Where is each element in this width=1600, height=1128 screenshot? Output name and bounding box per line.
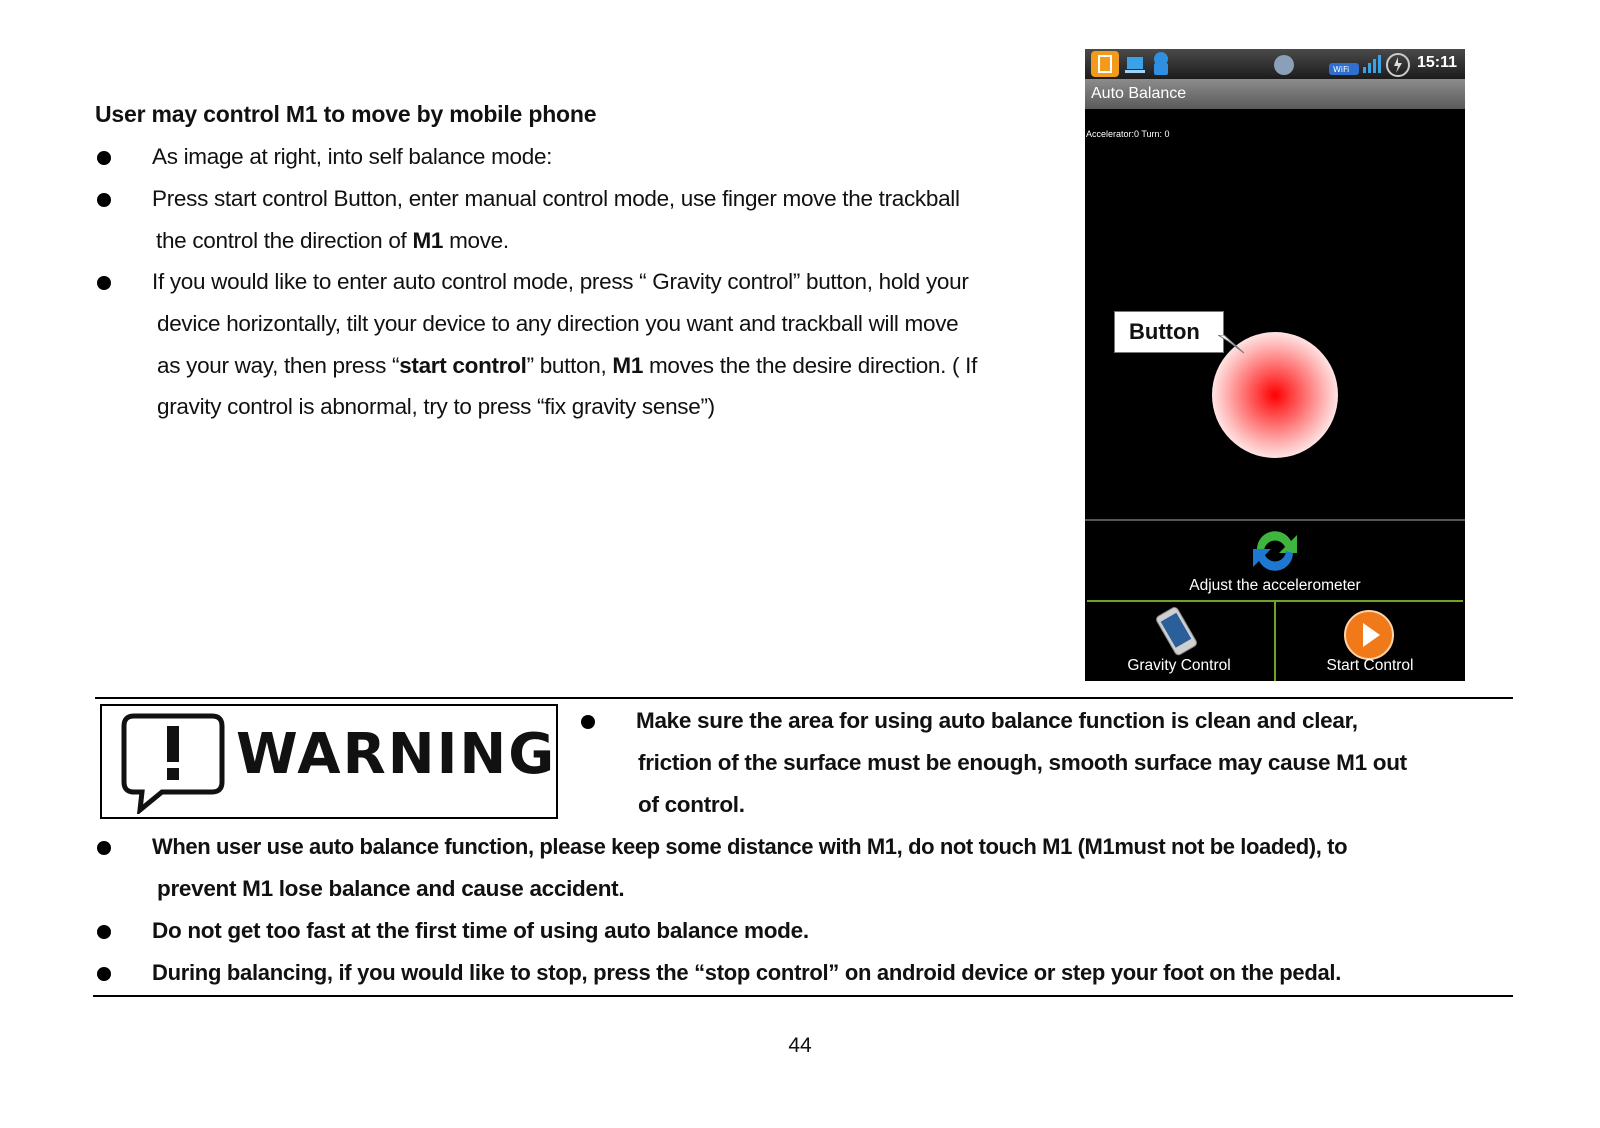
intro-bullet-1: As image at right, into self balance mode: [152,144,553,169]
warning-2-line-2: prevent M1 lose balance and cause accident. [157,876,625,901]
warning-top-rule [95,697,1513,699]
adjust-accelerometer-button[interactable]: Adjust the accelerometer [1189,577,1361,594]
warning-1-line-3: of control. [638,792,745,817]
warning-3: Do not get too fast at the first time of using auto balance mode. [152,918,809,943]
intro-bullet-2-line-1: Press start control Button, enter manual control mode, use finger move the trackball [152,186,960,211]
warning-speech-bubble-icon [118,712,228,814]
app-title: Auto Balance [1085,79,1465,109]
play-icon[interactable] [1344,610,1394,660]
bullet [97,925,111,939]
bullet [97,151,111,165]
warning-bottom-rule [93,995,1513,997]
page-number: 44 [788,1034,812,1057]
bluetooth-icon [1271,54,1297,76]
warning-1-line-1: Make sure the area for using auto balance function is clean and clear, [636,708,1358,733]
status-clock: 15:11 [1416,54,1457,71]
accelerator-readout: Accelerator:0 Turn: 0 [1086,129,1170,139]
status-bar [1085,49,1465,79]
intro-bullet-3-line-2: device horizontally, tilt your device to any direction you want and trackball will move [157,311,959,336]
wifi-icon [1329,57,1363,75]
bullet [97,967,111,981]
callout-pointer [1218,335,1248,359]
warning-1-line-2: friction of the surface must be enough, smooth surface may cause M1 out [638,750,1407,775]
intro-bullet-2-line-2: the control the direction of M1 move. [156,228,509,253]
battery-charging-icon [1385,52,1411,78]
warning-4: During balancing, if you would like to stop, press the “stop control” on android device or step your foot on the pedal. [152,960,1342,985]
start-control-button[interactable]: Start Control [1326,657,1414,674]
bullet [97,841,111,855]
bullet [97,193,111,207]
usb-notification-icon [1125,54,1145,74]
svg-text:WiFi: WiFi [1333,65,1350,74]
warning-2-line-1: When user use auto balance function, please keep some distance with M1, do not touch M1 (M1must not be loaded), to [152,834,1348,859]
intro-bullet-3-line-1: If you would like to enter auto control mode, press “ Gravity control” button, hold your [152,269,969,294]
gravity-control-button[interactable]: Gravity Control [1127,657,1231,674]
phone-screenshot [1085,49,1465,681]
button-callout: Button [1114,311,1224,353]
intro-bullet-3-line-3: as your way, then press “start control” button, M1 moves the the desire direction. ( If [157,353,978,378]
signal-icon [1361,53,1383,75]
warning-label: WARNING [236,722,557,787]
warning-box [100,704,558,819]
app-notification-icon [1091,51,1119,77]
refresh-icon[interactable] [1247,527,1303,575]
panel-divider [1085,519,1465,521]
phone-icon[interactable] [1149,607,1205,657]
bullet [97,276,111,290]
section-heading: User may control M1 to move by mobile phone [95,101,597,127]
android-icon [1149,51,1173,77]
intro-bullet-3-line-4: gravity control is abnormal, try to press “fix gravity sense”) [157,394,715,419]
bullet [581,715,595,729]
